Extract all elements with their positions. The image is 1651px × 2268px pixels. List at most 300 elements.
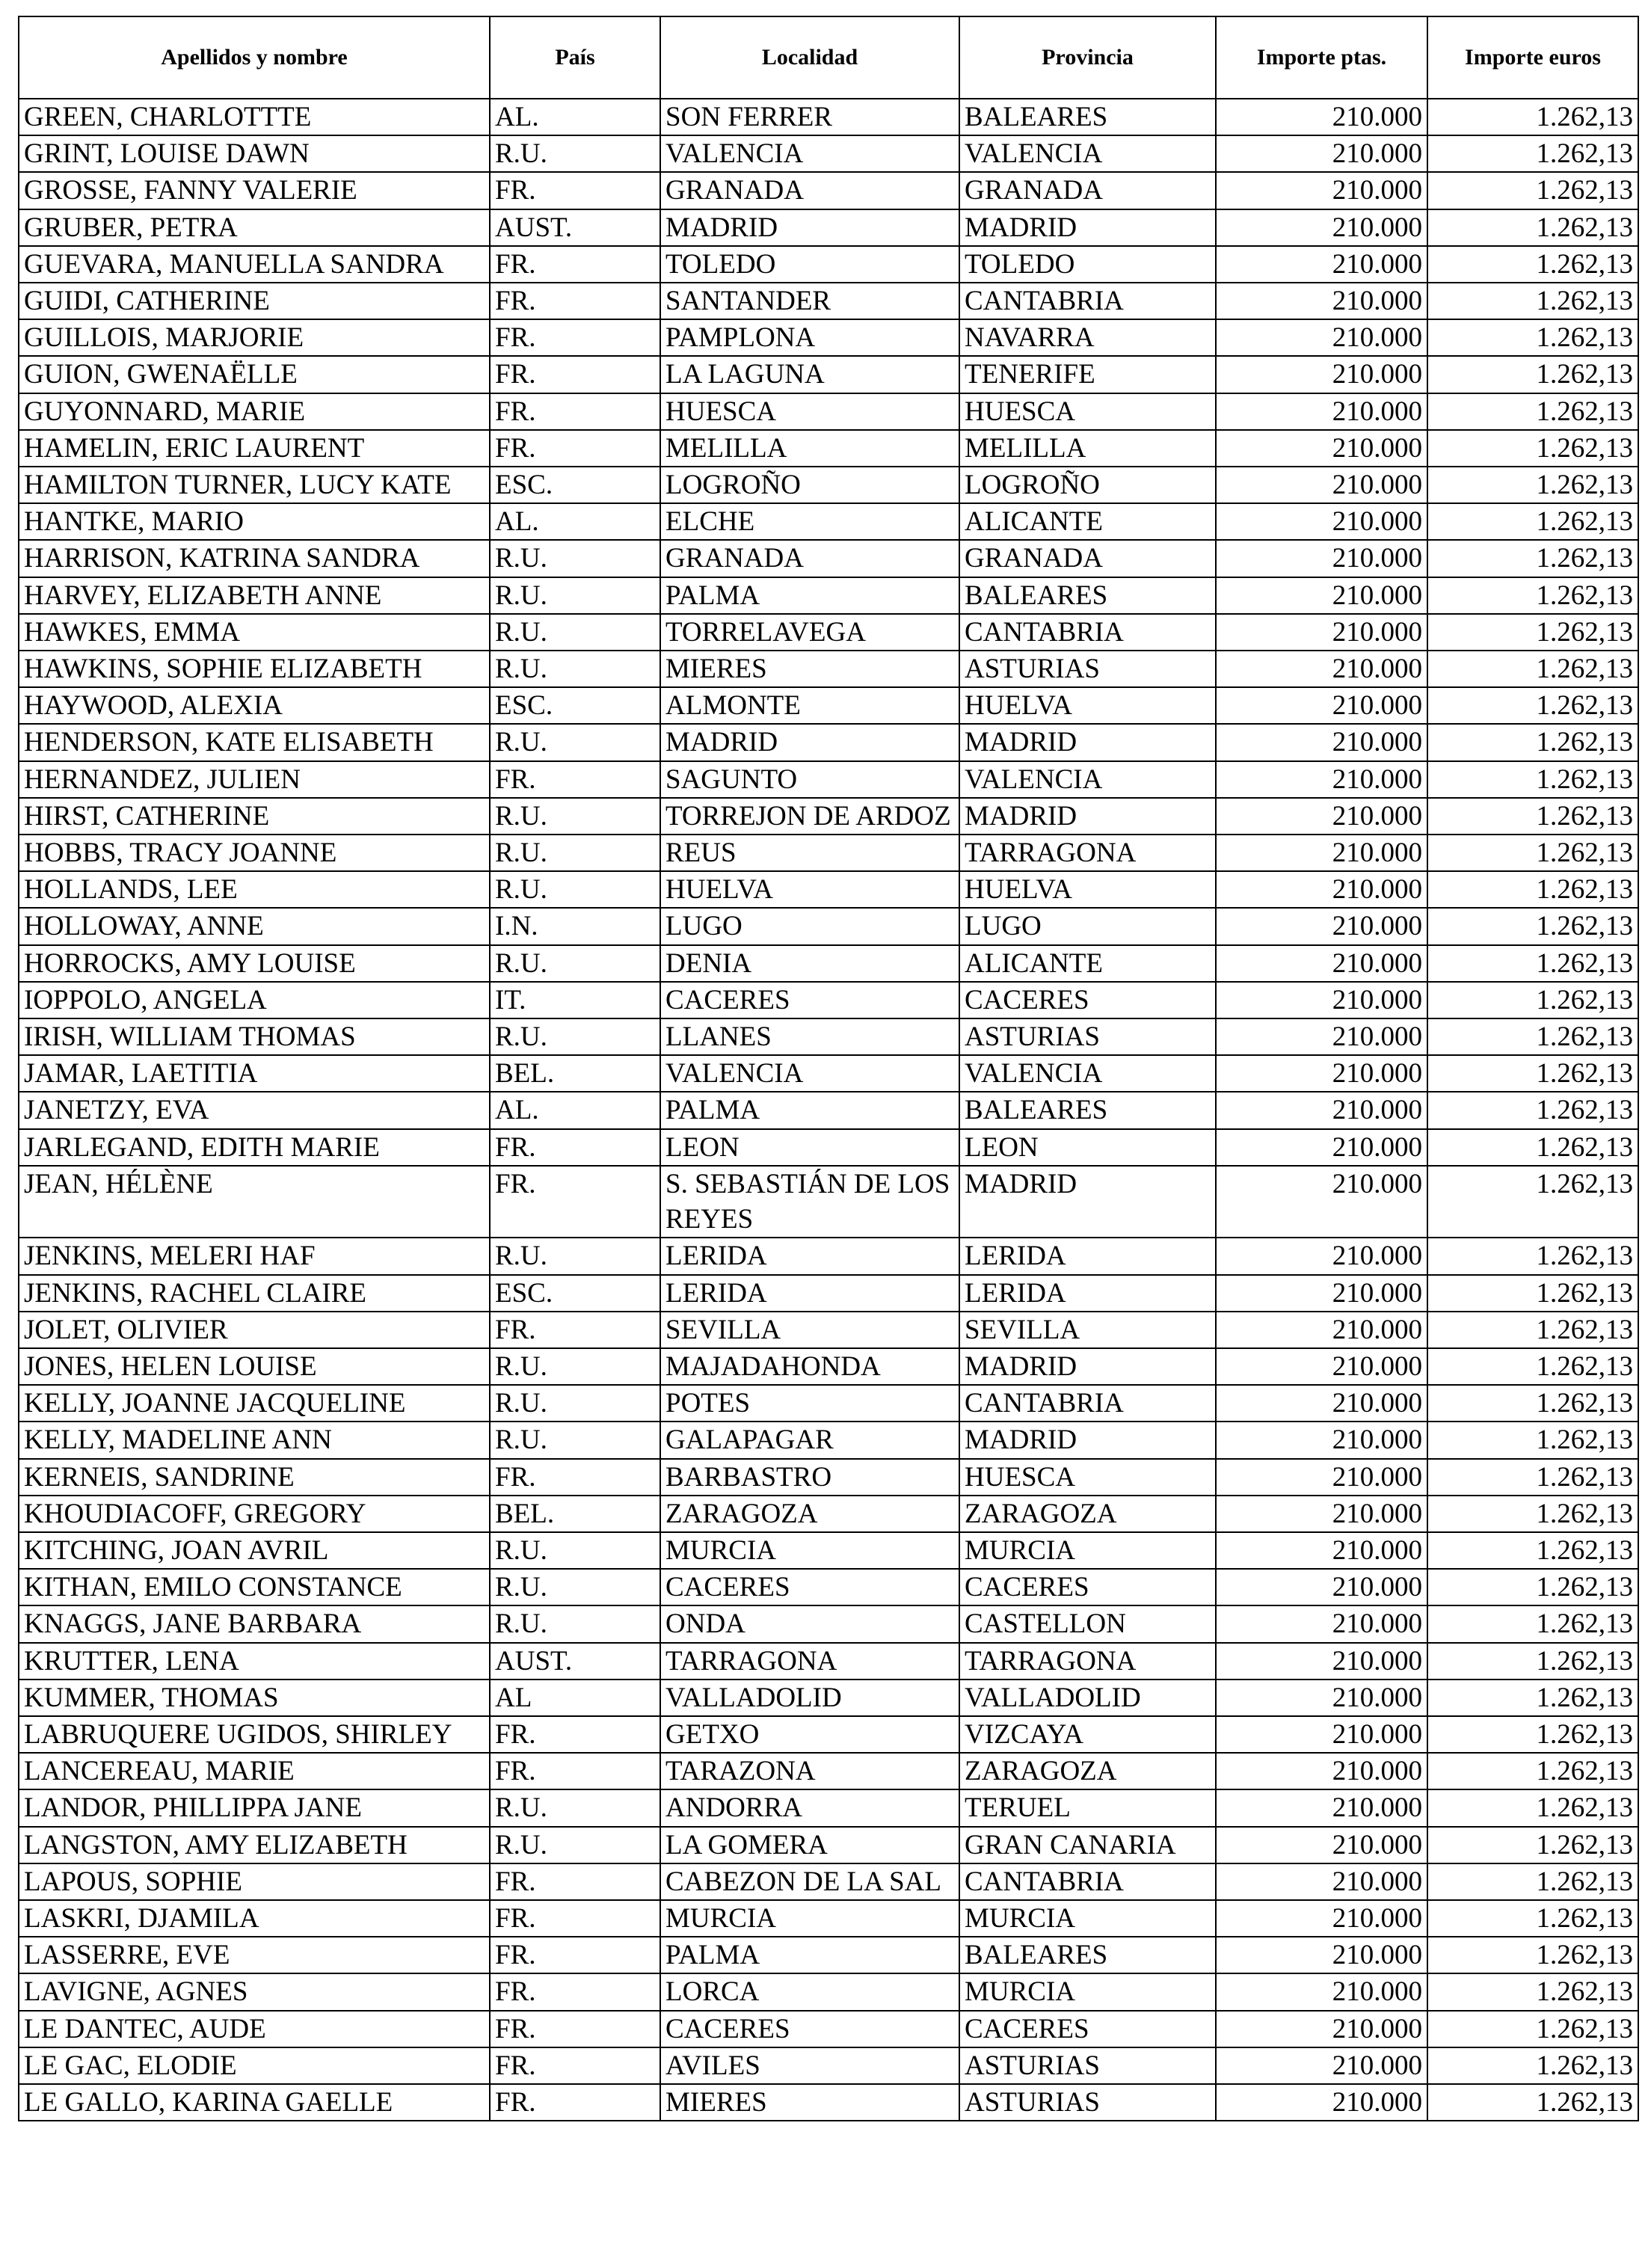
cell-province: BALEARES xyxy=(959,99,1216,135)
cell-province: MADRID xyxy=(959,724,1216,760)
cell-province: MELILLA xyxy=(959,430,1216,467)
cell-country: R.U. xyxy=(490,1018,660,1055)
table-row xyxy=(19,1459,1638,1496)
cell-locality: LEON xyxy=(660,1129,959,1166)
cell-name: KHOUDIACOFF, GREGORY xyxy=(19,1496,490,1532)
cell-province: HUESCA xyxy=(959,1459,1216,1496)
cell-province: HUESCA xyxy=(959,393,1216,430)
cell-amount-euros: 1.262,13 xyxy=(1427,761,1638,798)
table-header xyxy=(19,16,1638,99)
cell-amount-euros: 1.262,13 xyxy=(1427,1900,1638,1937)
cell-province: MADRID xyxy=(959,1422,1216,1458)
cell-name: LANCEREAU, MARIE xyxy=(19,1753,490,1789)
cell-locality: REUS xyxy=(660,835,959,871)
cell-amount-ptas: 210.000 xyxy=(1216,356,1427,393)
cell-name: LASKRI, DJAMILA xyxy=(19,1900,490,1937)
cell-amount-euros: 1.262,13 xyxy=(1427,724,1638,760)
cell-province: BALEARES xyxy=(959,577,1216,614)
cell-province: HUELVA xyxy=(959,687,1216,724)
header-amount-euros: Importe euros xyxy=(1427,16,1638,99)
cell-amount-ptas: 210.000 xyxy=(1216,908,1427,944)
cell-name: HAMELIN, ERIC LAURENT xyxy=(19,430,490,467)
cell-amount-ptas: 210.000 xyxy=(1216,1680,1427,1716)
cell-province: LOGROÑO xyxy=(959,467,1216,503)
cell-country: FR. xyxy=(490,1312,660,1348)
cell-name: LE DANTEC, AUDE xyxy=(19,2011,490,2047)
cell-amount-euros: 1.262,13 xyxy=(1427,2047,1638,2084)
table-row xyxy=(19,1643,1638,1680)
cell-amount-ptas: 210.000 xyxy=(1216,135,1427,172)
cell-amount-euros: 1.262,13 xyxy=(1427,1863,1638,1900)
cell-amount-euros: 1.262,13 xyxy=(1427,246,1638,283)
cell-name: HANTKE, MARIO xyxy=(19,503,490,540)
cell-province: MADRID xyxy=(959,798,1216,835)
cell-locality: CABEZON DE LA SAL xyxy=(660,1863,959,1900)
cell-name: KITCHING, JOAN AVRIL xyxy=(19,1532,490,1569)
cell-name: KNAGGS, JANE BARBARA xyxy=(19,1605,490,1642)
table-row xyxy=(19,1900,1638,1937)
cell-name: HOLLOWAY, ANNE xyxy=(19,908,490,944)
cell-country: FR. xyxy=(490,1716,660,1753)
cell-amount-ptas: 210.000 xyxy=(1216,1238,1427,1274)
cell-locality: GALAPAGAR xyxy=(660,1422,959,1458)
cell-province: CASTELLON xyxy=(959,1605,1216,1642)
cell-locality: PALMA xyxy=(660,577,959,614)
table-row xyxy=(19,1275,1638,1312)
cell-province: NAVARRA xyxy=(959,319,1216,356)
cell-country: FR. xyxy=(490,319,660,356)
cell-province: CANTABRIA xyxy=(959,614,1216,651)
cell-name: JEAN, HÉLÈNE xyxy=(19,1166,490,1238)
cell-amount-ptas: 210.000 xyxy=(1216,1092,1427,1128)
cell-country: FR. xyxy=(490,246,660,283)
cell-name: KELLY, MADELINE ANN xyxy=(19,1422,490,1458)
cell-name: LE GALLO, KARINA GAELLE xyxy=(19,2084,490,2121)
cell-amount-euros: 1.262,13 xyxy=(1427,356,1638,393)
cell-name: HIRST, CATHERINE xyxy=(19,798,490,835)
cell-name: HENDERSON, KATE ELISABETH xyxy=(19,724,490,760)
cell-province: MADRID xyxy=(959,1348,1216,1385)
cell-locality: ONDA xyxy=(660,1605,959,1642)
table-row xyxy=(19,356,1638,393)
cell-amount-euros: 1.262,13 xyxy=(1427,871,1638,908)
cell-country: R.U. xyxy=(490,835,660,871)
cell-amount-euros: 1.262,13 xyxy=(1427,798,1638,835)
table-row xyxy=(19,1129,1638,1166)
cell-locality: CACERES xyxy=(660,2011,959,2047)
cell-amount-ptas: 210.000 xyxy=(1216,172,1427,209)
cell-amount-euros: 1.262,13 xyxy=(1427,908,1638,944)
table-row xyxy=(19,761,1638,798)
cell-country: BEL. xyxy=(490,1055,660,1092)
cell-name: HOBBS, TRACY JOANNE xyxy=(19,835,490,871)
cell-locality: MURCIA xyxy=(660,1900,959,1937)
cell-province: GRANADA xyxy=(959,540,1216,577)
cell-country: FR. xyxy=(490,1937,660,1973)
cell-amount-euros: 1.262,13 xyxy=(1427,835,1638,871)
cell-locality: ELCHE xyxy=(660,503,959,540)
cell-amount-euros: 1.262,13 xyxy=(1427,1459,1638,1496)
cell-province: GRAN CANARIA xyxy=(959,1827,1216,1863)
cell-name: JANETZY, EVA xyxy=(19,1092,490,1128)
cell-amount-ptas: 210.000 xyxy=(1216,982,1427,1018)
cell-name: GRUBER, PETRA xyxy=(19,209,490,246)
cell-amount-euros: 1.262,13 xyxy=(1427,577,1638,614)
cell-country: FR. xyxy=(490,1863,660,1900)
cell-country: FR. xyxy=(490,2047,660,2084)
header-name: Apellidos y nombre xyxy=(19,16,490,99)
cell-amount-euros: 1.262,13 xyxy=(1427,982,1638,1018)
cell-name: HOLLANDS, LEE xyxy=(19,871,490,908)
cell-amount-ptas: 210.000 xyxy=(1216,246,1427,283)
cell-locality: LUGO xyxy=(660,908,959,944)
table-row xyxy=(19,687,1638,724)
cell-name: KUMMER, THOMAS xyxy=(19,1680,490,1716)
cell-amount-euros: 1.262,13 xyxy=(1427,1348,1638,1385)
table-row xyxy=(19,724,1638,760)
header-province: Provincia xyxy=(959,16,1216,99)
cell-locality: VALENCIA xyxy=(660,135,959,172)
cell-name: HAMILTON TURNER, LUCY KATE xyxy=(19,467,490,503)
cell-amount-euros: 1.262,13 xyxy=(1427,1532,1638,1569)
header-country: País xyxy=(490,16,660,99)
cell-amount-ptas: 210.000 xyxy=(1216,1385,1427,1422)
cell-province: ASTURIAS xyxy=(959,651,1216,687)
cell-province: ASTURIAS xyxy=(959,2047,1216,2084)
cell-amount-ptas: 210.000 xyxy=(1216,430,1427,467)
cell-amount-ptas: 210.000 xyxy=(1216,945,1427,982)
cell-locality: AVILES xyxy=(660,2047,959,2084)
cell-amount-euros: 1.262,13 xyxy=(1427,1275,1638,1312)
cell-country: FR. xyxy=(490,1166,660,1238)
header-amount-ptas: Importe ptas. xyxy=(1216,16,1427,99)
table-row xyxy=(19,2011,1638,2047)
cell-name: LAPOUS, SOPHIE xyxy=(19,1863,490,1900)
cell-amount-ptas: 210.000 xyxy=(1216,319,1427,356)
cell-locality: MAJADAHONDA xyxy=(660,1348,959,1385)
table-row xyxy=(19,430,1638,467)
cell-province: TOLEDO xyxy=(959,246,1216,283)
cell-province: LERIDA xyxy=(959,1238,1216,1274)
cell-amount-ptas: 210.000 xyxy=(1216,99,1427,135)
cell-province: ALICANTE xyxy=(959,945,1216,982)
table-body xyxy=(19,99,1638,2121)
cell-province: LERIDA xyxy=(959,1275,1216,1312)
cell-country: AL. xyxy=(490,503,660,540)
cell-country: R.U. xyxy=(490,1827,660,1863)
cell-locality: SAGUNTO xyxy=(660,761,959,798)
table-row xyxy=(19,1532,1638,1569)
cell-locality: MIERES xyxy=(660,651,959,687)
cell-locality: GRANADA xyxy=(660,540,959,577)
cell-country: R.U. xyxy=(490,945,660,982)
table-row xyxy=(19,467,1638,503)
cell-name: GRINT, LOUISE DAWN xyxy=(19,135,490,172)
cell-country: BEL. xyxy=(490,1496,660,1532)
cell-province: MADRID xyxy=(959,209,1216,246)
cell-name: KRUTTER, LENA xyxy=(19,1643,490,1680)
cell-province: VIZCAYA xyxy=(959,1716,1216,1753)
header-locality: Localidad xyxy=(660,16,959,99)
table-row xyxy=(19,319,1638,356)
table-row xyxy=(19,283,1638,319)
cell-amount-ptas: 210.000 xyxy=(1216,871,1427,908)
cell-name: HARRISON, KATRINA SANDRA xyxy=(19,540,490,577)
table-row xyxy=(19,1348,1638,1385)
cell-country: R.U. xyxy=(490,1789,660,1826)
cell-amount-ptas: 210.000 xyxy=(1216,798,1427,835)
cell-country: AL. xyxy=(490,99,660,135)
cell-name: IOPPOLO, ANGELA xyxy=(19,982,490,1018)
cell-province: ZARAGOZA xyxy=(959,1753,1216,1789)
cell-province: CACERES xyxy=(959,982,1216,1018)
cell-country: FR. xyxy=(490,1973,660,2010)
cell-locality: HUESCA xyxy=(660,393,959,430)
cell-amount-ptas: 210.000 xyxy=(1216,1643,1427,1680)
cell-amount-ptas: 210.000 xyxy=(1216,1129,1427,1166)
cell-amount-euros: 1.262,13 xyxy=(1427,319,1638,356)
cell-province: MURCIA xyxy=(959,1900,1216,1937)
table-row xyxy=(19,1680,1638,1716)
cell-amount-euros: 1.262,13 xyxy=(1427,540,1638,577)
table-row xyxy=(19,1716,1638,1753)
cell-amount-ptas: 210.000 xyxy=(1216,1166,1427,1238)
cell-amount-ptas: 210.000 xyxy=(1216,1789,1427,1826)
cell-amount-ptas: 210.000 xyxy=(1216,1973,1427,2010)
cell-locality: VALLADOLID xyxy=(660,1680,959,1716)
cell-amount-ptas: 210.000 xyxy=(1216,2084,1427,2121)
cell-province: TENERIFE xyxy=(959,356,1216,393)
cell-locality: S. SEBASTIÁN DE LOS REYES xyxy=(660,1166,959,1238)
cell-amount-euros: 1.262,13 xyxy=(1427,1973,1638,2010)
cell-country: R.U. xyxy=(490,135,660,172)
cell-amount-ptas: 210.000 xyxy=(1216,393,1427,430)
cell-amount-ptas: 210.000 xyxy=(1216,1863,1427,1900)
table-row xyxy=(19,1863,1638,1900)
cell-country: FR. xyxy=(490,1900,660,1937)
table-row xyxy=(19,1018,1638,1055)
cell-amount-ptas: 210.000 xyxy=(1216,1422,1427,1458)
cell-amount-ptas: 210.000 xyxy=(1216,761,1427,798)
table-row xyxy=(19,1238,1638,1274)
cell-amount-ptas: 210.000 xyxy=(1216,1532,1427,1569)
cell-amount-euros: 1.262,13 xyxy=(1427,1312,1638,1348)
cell-amount-ptas: 210.000 xyxy=(1216,1569,1427,1605)
cell-province: CANTABRIA xyxy=(959,1385,1216,1422)
cell-country: FR. xyxy=(490,356,660,393)
cell-locality: GETXO xyxy=(660,1716,959,1753)
cell-province: LEON xyxy=(959,1129,1216,1166)
grants-table xyxy=(18,16,1639,2121)
cell-name: GROSSE, FANNY VALERIE xyxy=(19,172,490,209)
cell-name: GUEVARA, MANUELLA SANDRA xyxy=(19,246,490,283)
cell-amount-euros: 1.262,13 xyxy=(1427,614,1638,651)
cell-province: VALLADOLID xyxy=(959,1680,1216,1716)
table-row xyxy=(19,1496,1638,1532)
cell-country: R.U. xyxy=(490,1605,660,1642)
cell-amount-euros: 1.262,13 xyxy=(1427,209,1638,246)
table-row xyxy=(19,172,1638,209)
cell-name: IRISH, WILLIAM THOMAS xyxy=(19,1018,490,1055)
cell-name: LABRUQUERE UGIDOS, SHIRLEY xyxy=(19,1716,490,1753)
table-row xyxy=(19,798,1638,835)
cell-amount-ptas: 210.000 xyxy=(1216,1900,1427,1937)
cell-name: HORROCKS, AMY LOUISE xyxy=(19,945,490,982)
cell-amount-ptas: 210.000 xyxy=(1216,503,1427,540)
cell-amount-ptas: 210.000 xyxy=(1216,614,1427,651)
cell-country: FR. xyxy=(490,2011,660,2047)
cell-amount-euros: 1.262,13 xyxy=(1427,1605,1638,1642)
cell-name: HAYWOOD, ALEXIA xyxy=(19,687,490,724)
cell-country: FR. xyxy=(490,393,660,430)
cell-locality: PALMA xyxy=(660,1937,959,1973)
cell-country: FR. xyxy=(490,430,660,467)
cell-country: R.U. xyxy=(490,1238,660,1274)
cell-country: R.U. xyxy=(490,1422,660,1458)
cell-name: GUION, GWENAËLLE xyxy=(19,356,490,393)
cell-amount-euros: 1.262,13 xyxy=(1427,467,1638,503)
cell-amount-euros: 1.262,13 xyxy=(1427,430,1638,467)
cell-amount-euros: 1.262,13 xyxy=(1427,1496,1638,1532)
cell-amount-ptas: 210.000 xyxy=(1216,540,1427,577)
table-row xyxy=(19,1385,1638,1422)
cell-locality: SEVILLA xyxy=(660,1312,959,1348)
table-row xyxy=(19,945,1638,982)
table-row xyxy=(19,2084,1638,2121)
cell-locality: TOLEDO xyxy=(660,246,959,283)
cell-country: R.U. xyxy=(490,577,660,614)
table-row xyxy=(19,246,1638,283)
cell-locality: ANDORRA xyxy=(660,1789,959,1826)
cell-amount-ptas: 210.000 xyxy=(1216,1496,1427,1532)
cell-amount-ptas: 210.000 xyxy=(1216,577,1427,614)
cell-locality: LA GOMERA xyxy=(660,1827,959,1863)
cell-province: CANTABRIA xyxy=(959,1863,1216,1900)
table-row xyxy=(19,1827,1638,1863)
cell-locality: TARRAGONA xyxy=(660,1643,959,1680)
table-row xyxy=(19,135,1638,172)
cell-locality: LERIDA xyxy=(660,1238,959,1274)
cell-name: HAWKINS, SOPHIE ELIZABETH xyxy=(19,651,490,687)
cell-name: GREEN, CHARLOTTTE xyxy=(19,99,490,135)
cell-amount-euros: 1.262,13 xyxy=(1427,1385,1638,1422)
cell-province: CACERES xyxy=(959,2011,1216,2047)
table-row xyxy=(19,1789,1638,1826)
cell-province: MURCIA xyxy=(959,1973,1216,2010)
cell-country: R.U. xyxy=(490,724,660,760)
cell-amount-euros: 1.262,13 xyxy=(1427,1422,1638,1458)
cell-country: R.U. xyxy=(490,614,660,651)
cell-country: R.U. xyxy=(490,540,660,577)
cell-amount-euros: 1.262,13 xyxy=(1427,1753,1638,1789)
cell-locality: SON FERRER xyxy=(660,99,959,135)
cell-amount-euros: 1.262,13 xyxy=(1427,651,1638,687)
cell-name: LE GAC, ELODIE xyxy=(19,2047,490,2084)
cell-locality: ALMONTE xyxy=(660,687,959,724)
cell-name: JAMAR, LAETITIA xyxy=(19,1055,490,1092)
cell-locality: MIERES xyxy=(660,2084,959,2121)
cell-amount-euros: 1.262,13 xyxy=(1427,1643,1638,1680)
cell-country: R.U. xyxy=(490,1569,660,1605)
cell-locality: MURCIA xyxy=(660,1532,959,1569)
table-row xyxy=(19,1312,1638,1348)
cell-name: GUIDI, CATHERINE xyxy=(19,283,490,319)
cell-amount-ptas: 210.000 xyxy=(1216,467,1427,503)
cell-name: HERNANDEZ, JULIEN xyxy=(19,761,490,798)
cell-amount-ptas: 210.000 xyxy=(1216,1605,1427,1642)
cell-amount-euros: 1.262,13 xyxy=(1427,172,1638,209)
cell-locality: BARBASTRO xyxy=(660,1459,959,1496)
cell-country: AUST. xyxy=(490,1643,660,1680)
cell-country: FR. xyxy=(490,761,660,798)
cell-locality: MADRID xyxy=(660,209,959,246)
cell-amount-ptas: 210.000 xyxy=(1216,1716,1427,1753)
cell-locality: GRANADA xyxy=(660,172,959,209)
table-row xyxy=(19,2047,1638,2084)
table-row xyxy=(19,393,1638,430)
table-row xyxy=(19,982,1638,1018)
cell-country: FR. xyxy=(490,1753,660,1789)
cell-province: SEVILLA xyxy=(959,1312,1216,1348)
cell-name: HAWKES, EMMA xyxy=(19,614,490,651)
cell-amount-euros: 1.262,13 xyxy=(1427,1680,1638,1716)
table-row xyxy=(19,1092,1638,1128)
cell-amount-ptas: 210.000 xyxy=(1216,1459,1427,1496)
cell-country: R.U. xyxy=(490,651,660,687)
table-row xyxy=(19,1753,1638,1789)
cell-province: TARRAGONA xyxy=(959,835,1216,871)
cell-amount-euros: 1.262,13 xyxy=(1427,1569,1638,1605)
cell-amount-ptas: 210.000 xyxy=(1216,835,1427,871)
cell-name: KITHAN, EMILO CONSTANCE xyxy=(19,1569,490,1605)
cell-country: R.U. xyxy=(490,1348,660,1385)
cell-name: JONES, HELEN LOUISE xyxy=(19,1348,490,1385)
cell-amount-euros: 1.262,13 xyxy=(1427,945,1638,982)
cell-country: R.U. xyxy=(490,798,660,835)
cell-locality: CACERES xyxy=(660,982,959,1018)
cell-amount-euros: 1.262,13 xyxy=(1427,283,1638,319)
cell-amount-ptas: 210.000 xyxy=(1216,687,1427,724)
cell-locality: TARAZONA xyxy=(660,1753,959,1789)
cell-country: IT. xyxy=(490,982,660,1018)
cell-locality: ZARAGOZA xyxy=(660,1496,959,1532)
cell-amount-euros: 1.262,13 xyxy=(1427,1716,1638,1753)
cell-locality: LA LAGUNA xyxy=(660,356,959,393)
cell-country: AUST. xyxy=(490,209,660,246)
cell-name: GUYONNARD, MARIE xyxy=(19,393,490,430)
cell-name: JOLET, OLIVIER xyxy=(19,1312,490,1348)
table-row xyxy=(19,651,1638,687)
cell-amount-euros: 1.262,13 xyxy=(1427,503,1638,540)
cell-amount-euros: 1.262,13 xyxy=(1427,135,1638,172)
table-row xyxy=(19,99,1638,135)
cell-amount-ptas: 210.000 xyxy=(1216,1055,1427,1092)
cell-province: ALICANTE xyxy=(959,503,1216,540)
table-row xyxy=(19,614,1638,651)
cell-amount-ptas: 210.000 xyxy=(1216,1937,1427,1973)
cell-country: AL. xyxy=(490,1092,660,1128)
cell-province: HUELVA xyxy=(959,871,1216,908)
cell-province: MADRID xyxy=(959,1166,1216,1238)
table-row xyxy=(19,1422,1638,1458)
cell-country: FR. xyxy=(490,2084,660,2121)
cell-amount-euros: 1.262,13 xyxy=(1427,1789,1638,1826)
cell-province: TARRAGONA xyxy=(959,1643,1216,1680)
cell-locality: LOGROÑO xyxy=(660,467,959,503)
cell-name: JENKINS, RACHEL CLAIRE xyxy=(19,1275,490,1312)
cell-province: VALENCIA xyxy=(959,1055,1216,1092)
cell-name: JENKINS, MELERI HAF xyxy=(19,1238,490,1274)
